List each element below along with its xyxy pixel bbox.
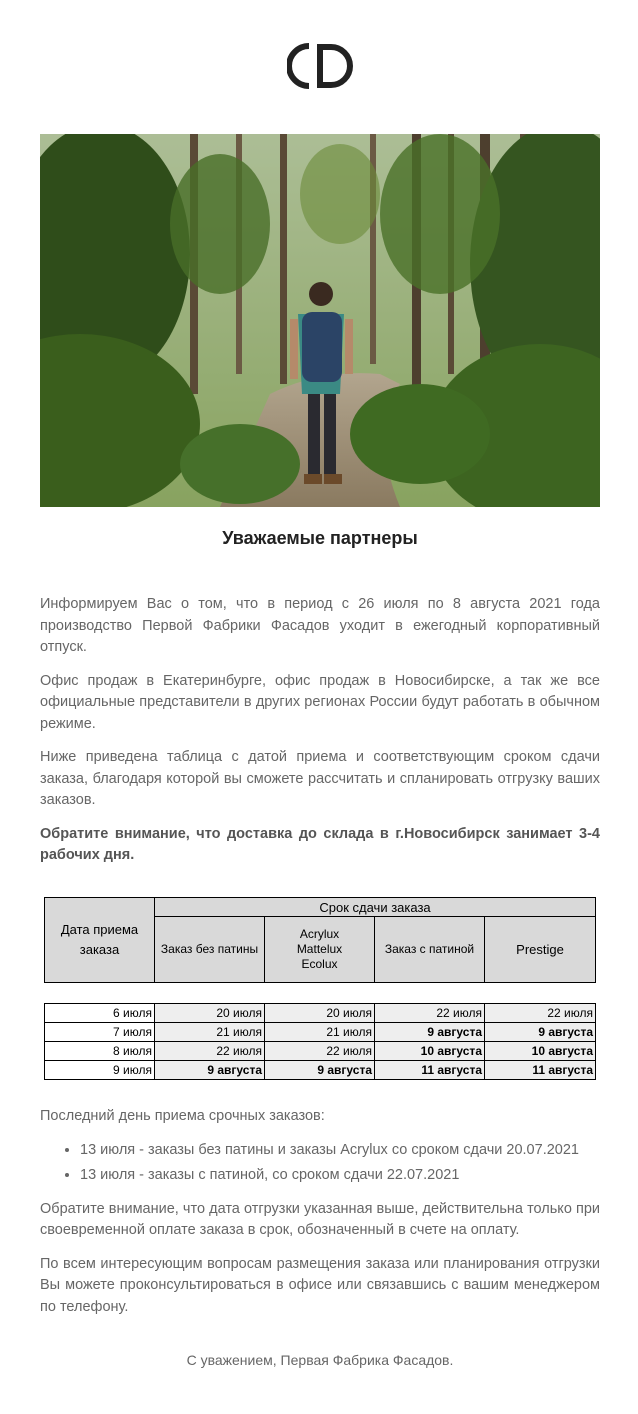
cell-acrylux: 20 июля [265, 1004, 375, 1023]
paragraph-contact: По всем интересующим вопросам размещения заказа или планирования отгрузки Вы можете проконсультироваться в офисе или связавшись с вашим менеджером по телефону. [40, 1255, 600, 1315]
list-item: • 13 июля - заказы с патиной, со сроком сдачи 22.07.2021 [80, 1165, 600, 1187]
paragraph-payment: Обратите внимание, что дата отгрузки указанная выше, действительна только при своевременной оплате заказа в срок, обозначенный в счете на оплату. [40, 1200, 600, 1238]
urgent-list [40, 1140, 600, 1187]
page-title: Уважаемые партнеры [222, 528, 418, 548]
header-patina: Заказ с патиной [375, 917, 485, 983]
header-no-patina: Заказ без патины [155, 917, 265, 983]
urgent-title: Последний день приема срочных заказов: [40, 1108, 325, 1124]
schedule-table-data [44, 1003, 596, 1080]
paragraph-table-intro: Ниже приведена таблица с датой приема и соответствующим сроком сдачи заказа, благодаря которой вы сможете рассчитать и спланировать отгрузку ваших заказов. [40, 749, 600, 808]
header-acrylux: Acrylux Mattelux Ecolux [265, 917, 375, 983]
cell-no-patina: 22 июля [155, 1042, 265, 1061]
cell-prestige: 22 июля [485, 1004, 596, 1023]
header-prestige: Prestige [485, 917, 596, 983]
cell-prestige: 9 августа [485, 1023, 596, 1042]
list-item: • 13 июля - заказы без патины и заказы Acrylux со сроком сдачи 20.07.2021 [80, 1140, 600, 1162]
table-row [45, 1061, 596, 1080]
hero-photo-forest-hiker [40, 134, 600, 507]
cell-patina: 10 августа [375, 1042, 485, 1061]
delivery-notice: Обратите внимание, что доставка до склада в г.Новосибирск занимает 3-4 рабочих дня. [40, 825, 600, 863]
cell-no-patina: 9 августа [155, 1061, 265, 1080]
header-group: Срок сдачи заказа [155, 898, 596, 917]
cell-no-patina: 21 июля [155, 1023, 265, 1042]
cell-prestige: 11 августа [485, 1061, 596, 1080]
cell-date: 9 июля [45, 1061, 155, 1080]
cell-patina: 9 августа [375, 1023, 485, 1042]
closing-text [40, 1106, 600, 1330]
cell-acrylux: 22 июля [265, 1042, 375, 1061]
table-row [45, 1042, 596, 1061]
cell-acrylux: 9 августа [265, 1061, 375, 1080]
signature: С уважением, Первая Фабрика Фасадов. [186, 1352, 454, 1368]
table-row [45, 1023, 596, 1042]
cell-no-patina: 20 июля [155, 1004, 265, 1023]
intro-text [40, 594, 600, 879]
table-row [45, 1004, 596, 1023]
schedule-table-header [44, 897, 596, 983]
paragraph-vacation: Информируем Вас о том, что в период с 26 июля по 8 августа 2021 года производство Первой Фабрики Фасадов уходит в ежегодный корпоративный отпуск. [40, 596, 600, 655]
cell-prestige: 10 августа [485, 1042, 596, 1061]
cell-acrylux: 21 июля [265, 1023, 375, 1042]
cell-patina: 11 августа [375, 1061, 485, 1080]
cell-date: 8 июля [45, 1042, 155, 1061]
cell-date: 7 июля [45, 1023, 155, 1042]
cell-patina: 22 июля [375, 1004, 485, 1023]
cell-date: 6 июля [45, 1004, 155, 1023]
header-date: Дата приема заказа [45, 898, 155, 983]
company-logo [287, 40, 357, 92]
paragraph-offices: Офис продаж в Екатеринбурге, офис продаж в Новосибирске, а так же все официальные представители в других регионах России будут работать в обычном режиме. [40, 672, 600, 732]
